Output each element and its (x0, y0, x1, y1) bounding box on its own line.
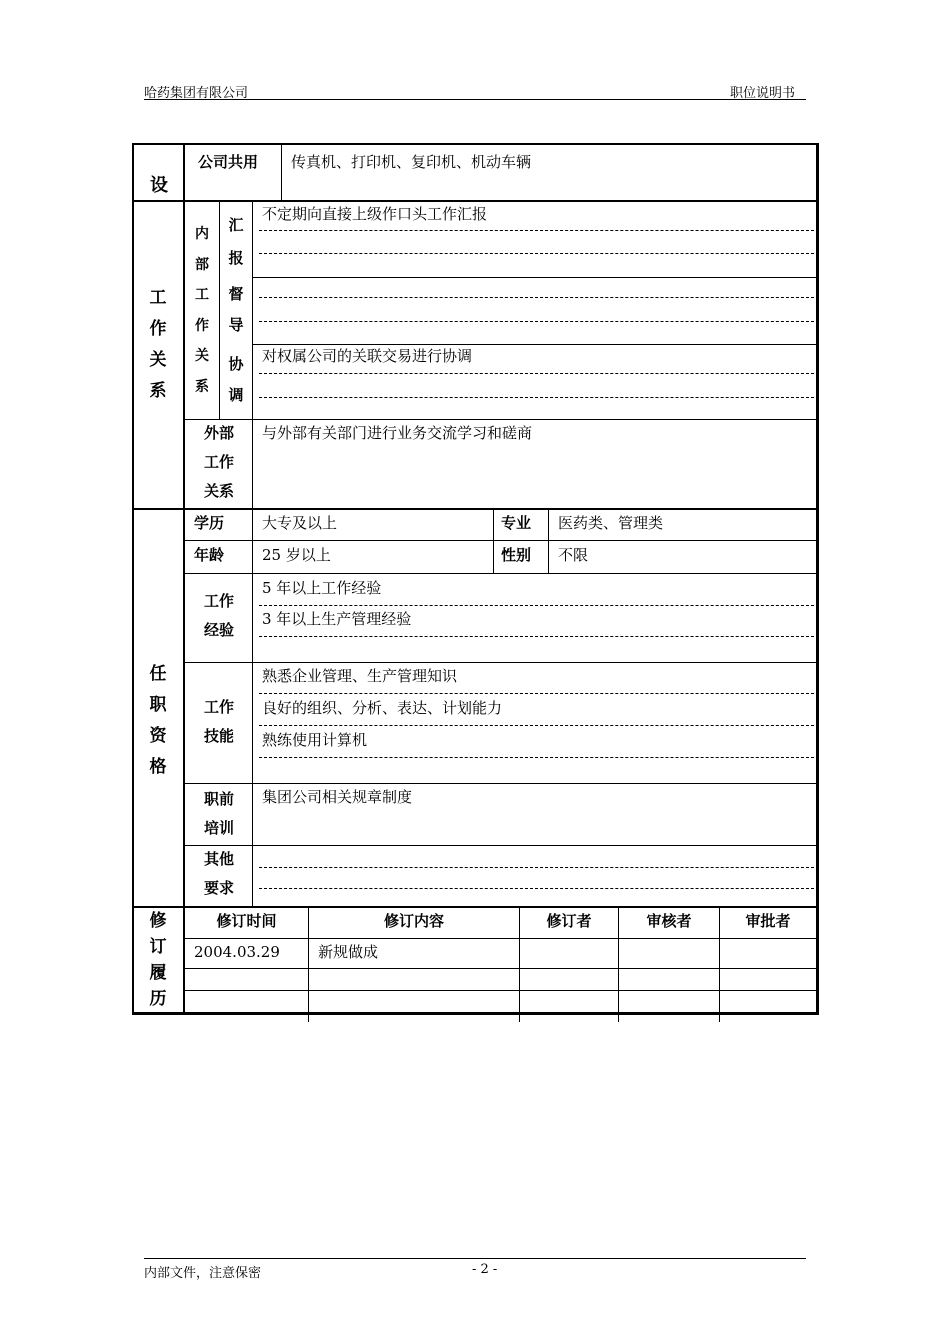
revision-header-reviewer: 审核者 (646, 912, 692, 930)
external-relations-label: 外部 工作 关系 (203, 424, 234, 500)
age-value: 25 岁以上 (262, 546, 331, 564)
job-description-form (132, 143, 819, 1015)
qualifications-section-label: 任 职 资 格 (149, 664, 167, 777)
skills-label: 工作 技能 (203, 698, 234, 745)
skill-item: 熟练使用计算机 (262, 731, 368, 749)
revision-header-content: 修订内容 (383, 912, 444, 930)
external-relations-value: 与外部有关部门进行业务交流学习和磋商 (262, 424, 533, 442)
revision-header-reviser: 修订者 (546, 912, 592, 930)
revision-header-approver: 审批者 (745, 912, 791, 930)
coordinate-value: 对权属公司的关联交易进行协调 (262, 347, 473, 365)
revision-section-label: 修 订 履 历 (149, 911, 167, 1009)
experience-item: 5 年以上工作经验 (262, 579, 382, 597)
gender-value: 不限 (558, 546, 589, 564)
shared-equipment-value: 传真机、打印机、复印机、机动车辆 (291, 153, 532, 171)
supervise-label: 督 导 (228, 285, 244, 334)
footer-confidential: 内部文件，注意保密 (144, 1266, 262, 1281)
major-value: 医药类、管理类 (558, 514, 664, 532)
revision-row-content: 新规做成 (318, 943, 379, 961)
gender-label: 性别 (501, 546, 532, 564)
shared-equipment-label: 公司共用 (198, 153, 259, 171)
header-doc-type: 职位说明书 (730, 86, 796, 101)
age-label: 年龄 (194, 546, 225, 564)
internal-relations-label: 内 部 工 作 关 系 (195, 226, 209, 395)
coordinate-label: 协 调 (228, 355, 244, 404)
experience-label: 工作 经验 (203, 592, 234, 639)
other-requirements-label: 其他 要求 (203, 850, 234, 897)
education-value: 大专及以上 (262, 514, 338, 532)
header-company: 哈药集团有限公司 (144, 86, 249, 101)
relations-section-label: 工 作 关 系 (149, 288, 167, 401)
report-label: 汇 报 (228, 216, 244, 267)
education-label: 学历 (194, 514, 225, 532)
revision-row-date: 2004.03.29 (194, 943, 280, 961)
skill-item: 良好的组织、分析、表达、计划能力 (262, 699, 503, 717)
footer-rule (144, 1258, 806, 1259)
header-rule (144, 99, 806, 100)
equipment-section-label: 设 (150, 175, 168, 196)
training-label: 职前 培训 (203, 790, 234, 837)
revision-header-date: 修订时间 (216, 912, 277, 930)
skill-item: 熟悉企业管理、生产管理知识 (262, 667, 458, 685)
report-value: 不定期向直接上级作口头工作汇报 (262, 205, 488, 223)
major-label: 专业 (501, 514, 532, 532)
training-value: 集团公司相关规章制度 (262, 788, 413, 806)
page-number: - 2 - (472, 1262, 498, 1277)
experience-item: 3 年以上生产管理经验 (262, 610, 412, 628)
